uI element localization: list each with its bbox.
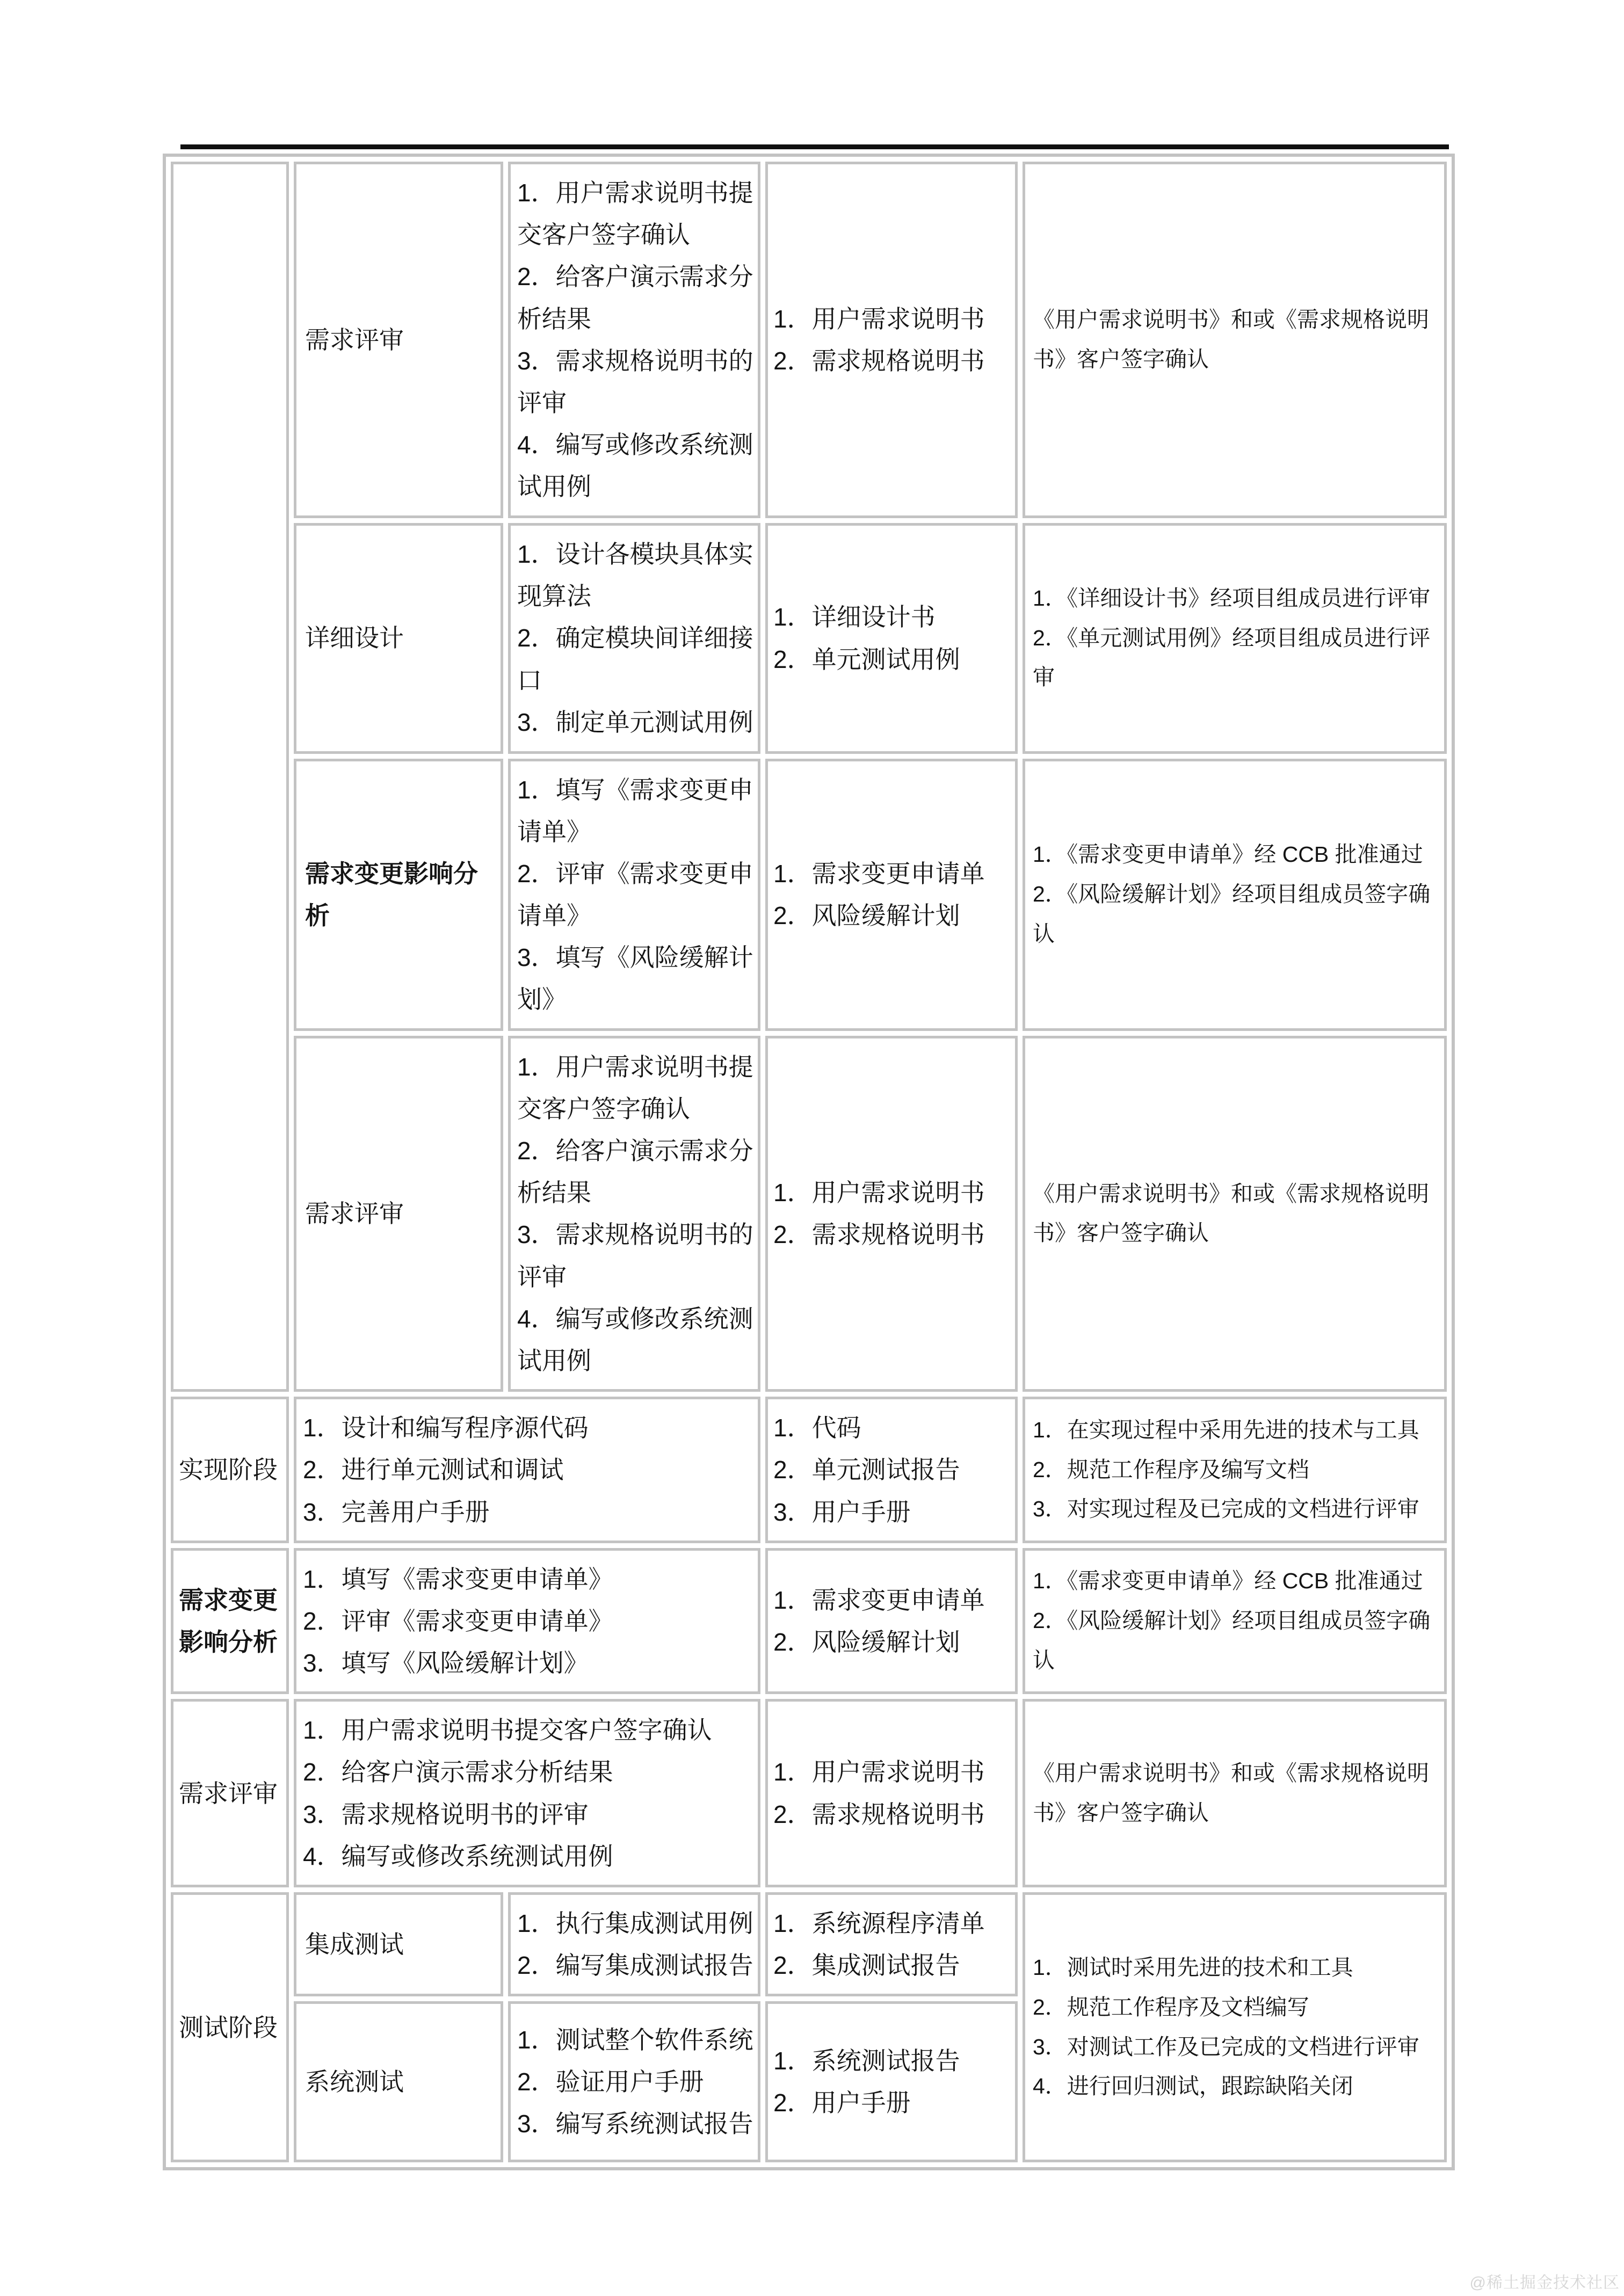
- list-item: 2．《风险缓解计划》经项目组成员签字确认: [1033, 1608, 1431, 1673]
- outputs-cell: [765, 759, 1018, 1031]
- list-item: 《用户需求说明书》和或《需求规格说明书》客户签字确认: [1033, 1181, 1429, 1246]
- list-item: 1．测试整个软件系统: [517, 2026, 753, 2054]
- table-row: [171, 1892, 1447, 1996]
- activity-cell-detailed-design: 详细设计: [294, 523, 503, 754]
- list-item: 1．详细设计书: [773, 603, 936, 631]
- phase-cell-implementation: 实现阶段: [171, 1397, 289, 1543]
- criteria-cell: [1023, 162, 1447, 518]
- criteria-cell: [1023, 1397, 1447, 1543]
- list-item: 4．进行回归测试，跟踪缺陷关闭: [1033, 2074, 1353, 2099]
- phase-cell-empty: [171, 162, 289, 1392]
- criteria-cell: [1023, 1036, 1447, 1392]
- outputs-cell: [765, 523, 1018, 754]
- list-item: 2．集成测试报告: [773, 1951, 960, 1980]
- list-item: 1．用户需求说明书: [773, 1179, 985, 1207]
- list-item: 2．评审《需求变更申请单》: [303, 1607, 613, 1635]
- activity-cell-integration-test: 集成测试: [294, 1892, 503, 1996]
- table-row: [171, 1699, 1447, 1887]
- list-item: 1．系统测试报告: [773, 2047, 960, 2075]
- list-item: 1．设计和编写程序源代码: [303, 1414, 589, 1442]
- tasks-cell: [508, 1036, 760, 1392]
- list-item: 1．在实现过程中采用先进的技术与工具: [1033, 1417, 1419, 1442]
- list-item: 2．确定模块间详细接口: [517, 624, 753, 694]
- list-item: 2．单元测试用例: [773, 645, 960, 673]
- list-item: 《用户需求说明书》和或《需求规格说明书》客户签字确认: [1033, 307, 1429, 372]
- activity-cell-system-test: 系统测试: [294, 2001, 503, 2162]
- list-item: 2．给客户演示需求分析结果: [303, 1758, 613, 1786]
- list-item: 1．《详细设计书》经项目组成员进行评审: [1033, 585, 1431, 611]
- criteria-cell: [1023, 1548, 1447, 1695]
- list-item: 2．用户手册: [773, 2089, 911, 2117]
- list-item: 1．《需求变更申请单》经 CCB 批准通过: [1033, 842, 1423, 867]
- list-item: 3．需求规格说明书的评审: [517, 1220, 753, 1291]
- list-item: 4．编写或修改系统测试用例: [303, 1842, 613, 1870]
- list-item: 1．用户需求说明书: [773, 1758, 985, 1786]
- list-item: 4．编写或修改系统测试用例: [517, 1304, 753, 1375]
- list-item: 1．系统源程序清单: [773, 1909, 985, 1937]
- list-item: 1．需求变更申请单: [773, 859, 985, 888]
- list-item: 3．完善用户手册: [303, 1498, 490, 1526]
- activity-cell-requirement-review-1: 需求评审: [294, 162, 503, 518]
- phase-cell-change-impact-analysis: 需求变更影响分析: [171, 1548, 289, 1695]
- list-item: 1．《需求变更申请单》经 CCB 批准通过: [1033, 1568, 1423, 1594]
- phase-cell-requirement-review: 需求评审: [171, 1699, 289, 1887]
- list-item: 1．执行集成测试用例: [517, 1909, 753, 1937]
- criteria-cell: [1023, 523, 1447, 754]
- list-item: 2．《单元测试用例》经项目组成员进行评审: [1033, 625, 1431, 690]
- tasks-cell: [508, 2001, 760, 2162]
- list-item: 1．用户需求说明书: [773, 304, 985, 333]
- list-item: 2．验证用户手册: [517, 2068, 704, 2096]
- table-row: [171, 523, 1447, 754]
- list-item: 1．设计各模块具体实现算法: [517, 540, 753, 611]
- list-item: 2．需求规格说明书: [773, 1220, 985, 1249]
- list-item: 1．用户需求说明书提交客户签字确认: [303, 1716, 712, 1745]
- list-item: 2．评审《需求变更申请单》: [517, 859, 753, 930]
- tasks-cell: [294, 1397, 760, 1543]
- list-item: 1．填写《需求变更申请单》: [517, 775, 753, 846]
- table-row: [171, 1548, 1447, 1695]
- criteria-cell: [1023, 759, 1447, 1031]
- outputs-cell: [765, 1036, 1018, 1392]
- table-row: [171, 162, 1447, 518]
- table-row: [171, 1397, 1447, 1543]
- list-item: 2．单元测试报告: [773, 1456, 960, 1484]
- list-item: 3．对实现过程及已完成的文档进行评审: [1033, 1496, 1419, 1522]
- list-item: 2．需求规格说明书: [773, 1800, 985, 1828]
- tasks-cell: [508, 1892, 760, 1996]
- list-item: 2．规范工作程序及编写文档: [1033, 1457, 1309, 1482]
- outputs-cell: [765, 162, 1018, 518]
- outputs-cell: [765, 1548, 1018, 1695]
- list-item: 3．用户手册: [773, 1498, 911, 1526]
- list-item: 3．对测试工作及已完成的文档进行评审: [1033, 2034, 1419, 2059]
- outputs-cell: [765, 1699, 1018, 1887]
- outputs-cell: [765, 2001, 1018, 2162]
- tasks-cell: [294, 1548, 760, 1695]
- list-item: 2．给客户演示需求分析结果: [517, 263, 753, 333]
- page-break-rule: [180, 144, 1449, 149]
- list-item: 2．《风险缓解计划》经项目组成员签字确认: [1033, 882, 1431, 946]
- table-row: [171, 1036, 1447, 1392]
- list-item: 3．编写系统测试报告: [517, 2110, 753, 2138]
- list-item: 1．用户需求说明书提交客户签字确认: [517, 1052, 753, 1123]
- list-item: 3．填写《风险缓解计划》: [517, 943, 753, 1014]
- list-item: 2．进行单元测试和调试: [303, 1456, 564, 1484]
- list-item: 3．需求规格说明书的评审: [517, 346, 753, 417]
- list-item: 2．规范工作程序及文档编写: [1033, 1994, 1309, 2019]
- table-row: [171, 759, 1447, 1031]
- list-item: 3．需求规格说明书的评审: [303, 1800, 589, 1828]
- list-item: 2．需求规格说明书: [773, 346, 985, 375]
- list-item: 2．给客户演示需求分析结果: [517, 1137, 753, 1207]
- list-item: 1．测试时采用先进的技术和工具: [1033, 1955, 1353, 1980]
- list-item: 3．填写《风险缓解计划》: [303, 1649, 589, 1677]
- tasks-cell: [294, 1699, 760, 1887]
- tasks-cell: [508, 162, 760, 518]
- activity-cell-change-impact-analysis: 需求变更影响分析: [294, 759, 503, 1031]
- list-item: 《用户需求说明书》和或《需求规格说明书》客户签字确认: [1033, 1760, 1429, 1825]
- criteria-cell: [1023, 1892, 1447, 2162]
- tasks-cell: [508, 759, 760, 1031]
- activity-cell-requirement-review-2: 需求评审: [294, 1036, 503, 1392]
- criteria-cell: [1023, 1699, 1447, 1887]
- outputs-cell: [765, 1397, 1018, 1543]
- list-item: 1．需求变更申请单: [773, 1586, 985, 1614]
- list-item: 2．风险缓解计划: [773, 902, 960, 930]
- list-item: 3．制定单元测试用例: [517, 708, 753, 736]
- list-item: 1．用户需求说明书提交客户签字确认: [517, 179, 753, 249]
- tasks-cell: [508, 523, 760, 754]
- list-item: 2．风险缓解计划: [773, 1627, 960, 1656]
- watermark: @稀土掘金技术社区: [1469, 2274, 1620, 2292]
- outputs-cell: [765, 1892, 1018, 1996]
- list-item: 4．编写或修改系统测试用例: [517, 431, 753, 501]
- list-item: 1．填写《需求变更申请单》: [303, 1565, 613, 1593]
- process-table: [163, 154, 1455, 2170]
- phase-cell-testing: 测试阶段: [171, 1892, 289, 2162]
- list-item: 1．代码: [773, 1414, 861, 1442]
- list-item: 2．编写集成测试报告: [517, 1951, 753, 1980]
